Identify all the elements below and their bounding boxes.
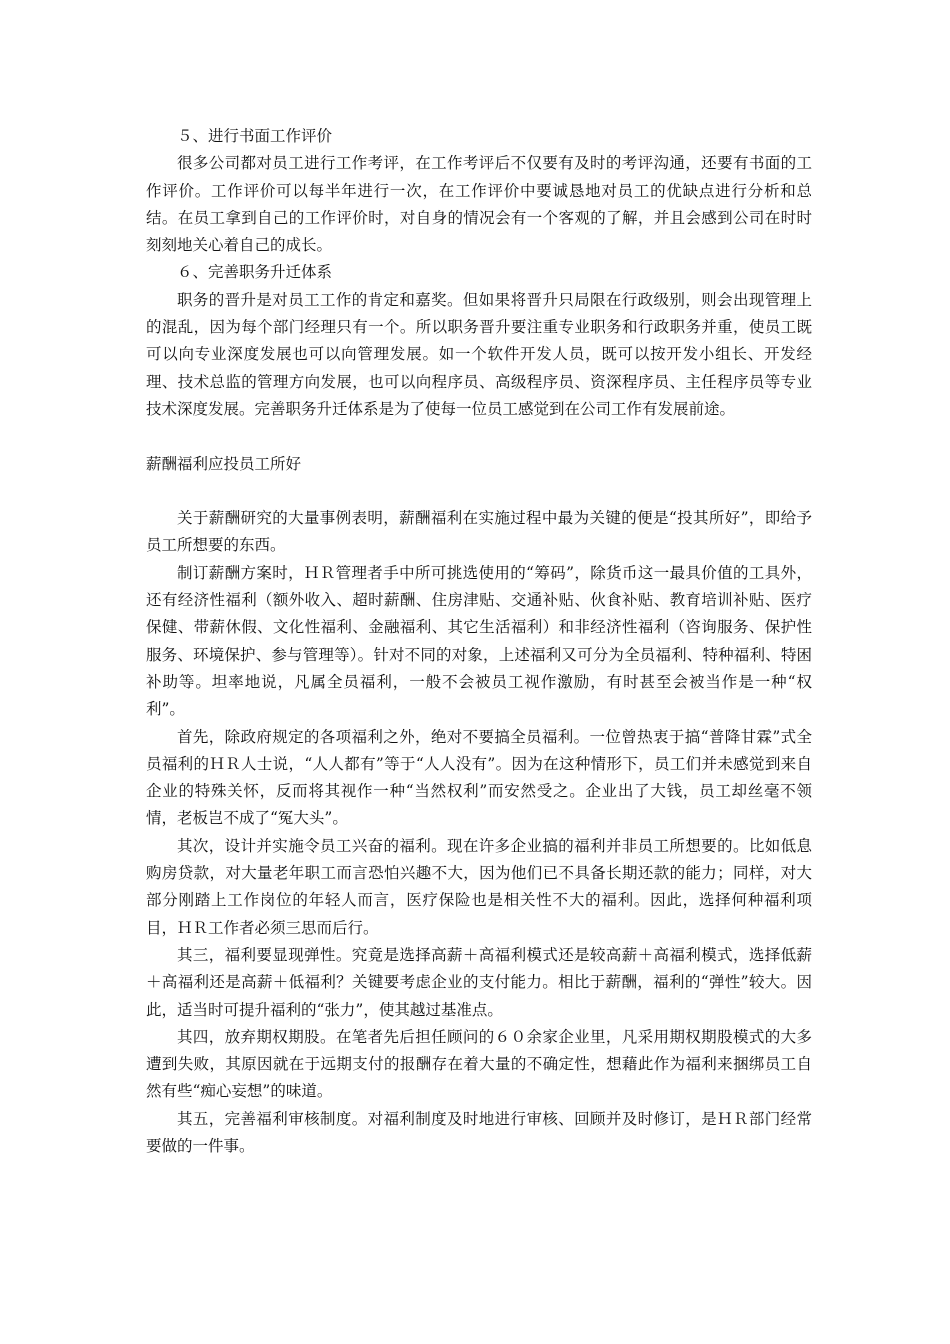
article-paragraph-intro: 关于薪酬研究的大量事例表明，薪酬福利在实施过程中最为关键的便是“投其所好”，即给予员工所想要的东西。 xyxy=(146,509,812,555)
section-heading-5: ５、进行书面工作评价 xyxy=(177,127,333,145)
blank-line xyxy=(146,423,812,450)
article-paragraph-second: 其次，设计并实施令员工兴奋的福利。现在许多企业搞的福利并非员工所想要的。比如低息购房贷款，对大量老年职工而言恐怕兴趣不大，因为他们已不具备长期还款的能力；同样，对大部分刚踏上工作岗位的年轻人而言，医疗保险也是相关性不大的福利。因此，选择何种福利项目，ＨＲ工作者必须三思而后行。 xyxy=(146,836,812,937)
blank-line xyxy=(146,478,812,505)
article-paragraph-first: 首先，除政府规定的各项福利之外，绝对不要搞全员福利。一位曾热衷于搞“普降甘霖”式全员福利的ＨＲ人士说，“人人都有”等于“人人没有”。因为在这种情形下，员工们并未感觉到来自企业的特殊关怀，反而将其视作一种“当然权利”而安然受之。企业出了大钱，员工却丝毫不领情，老板岂不成了“冤大头”。 xyxy=(146,727,812,828)
section-5-paragraph: 很多公司都对员工进行工作考评，在工作考评后不仅要有及时的考评沟通，还要有书面的工作评价。工作评价可以每半年进行一次，在工作评价中要诚恳地对员工的优缺点进行分析和总结。在员工拿到自己的工作评价时，对自身的情况会有一个客观的了解，并且会感到公司在时时刻刻地关心着自己的成长。 xyxy=(146,154,812,255)
document-body xyxy=(146,123,812,1160)
section-heading-6: ６、完善职务升迁体系 xyxy=(177,263,333,282)
article-paragraph-fifth: 其五，完善福利审核制度。对福利制度及时地进行审核、回顾并及时修订，是ＨＲ部门经常要做的一件事。 xyxy=(146,1109,812,1155)
article-paragraph-third: 其三，福利要显现弹性。究竟是选择高薪＋高福利模式还是较高薪＋高福利模式，选择低薪＋高福利还是高薪＋低福利？关键要考虑企业的支付能力。相比于薪酬，福利的“弹性”较大。因此，适当时可提升福利的“张力”，使其越过基准点。 xyxy=(146,945,812,1019)
article-paragraph-fourth: 其四，放弃期权期股。在笔者先后担任顾问的６０余家企业里，凡采用期权期股模式的大多遭到失败，其原因就在于远期支付的报酬存在着大量的不确定性，想藉此作为福利来捆绑员工自然有些“痴心妄想”的味道。 xyxy=(146,1027,812,1101)
article-paragraph-plan: 制订薪酬方案时，ＨＲ管理者手中所可挑选使用的“筹码”，除货币这一最具价值的工具外，还有经济性福利（额外收入、超时薪酬、住房津贴、交通补贴、伙食补贴、教育培训补贴、医疗保健、带薪休假、文化性福利、金融福利、其它生活福利）和非经济性福利（咨询服务、保护性服务、环境保护、参与管理等）。针对不同的对象，上述福利又可分为全员福利、特种福利、特困补助等。坦率地说，凡属全员福利，一般不会被员工视作激励，有时甚至会被当作是一种“权利”。 xyxy=(146,563,812,719)
article-title: 薪酬福利应投员工所好 xyxy=(146,454,302,473)
section-6-paragraph: 职务的晋升是对员工工作的肯定和嘉奖。但如果将晋升只局限在行政级别，则会出现管理上的混乱，因为每个部门经理只有一个。所以职务晋升要注重专业职务和行政职务并重，使员工既可以向专业深度发展也可以向管理发展。如一个软件开发人员，既可以按开发小组长、开发经理、技术总监的管理方向发展，也可以向程序员、高级程序员、资深程序员、主任程序员等专业技术深度发展。完善职务升迁体系是为了使每一位员工感觉到在公司工作有发展前途。 xyxy=(146,290,812,418)
